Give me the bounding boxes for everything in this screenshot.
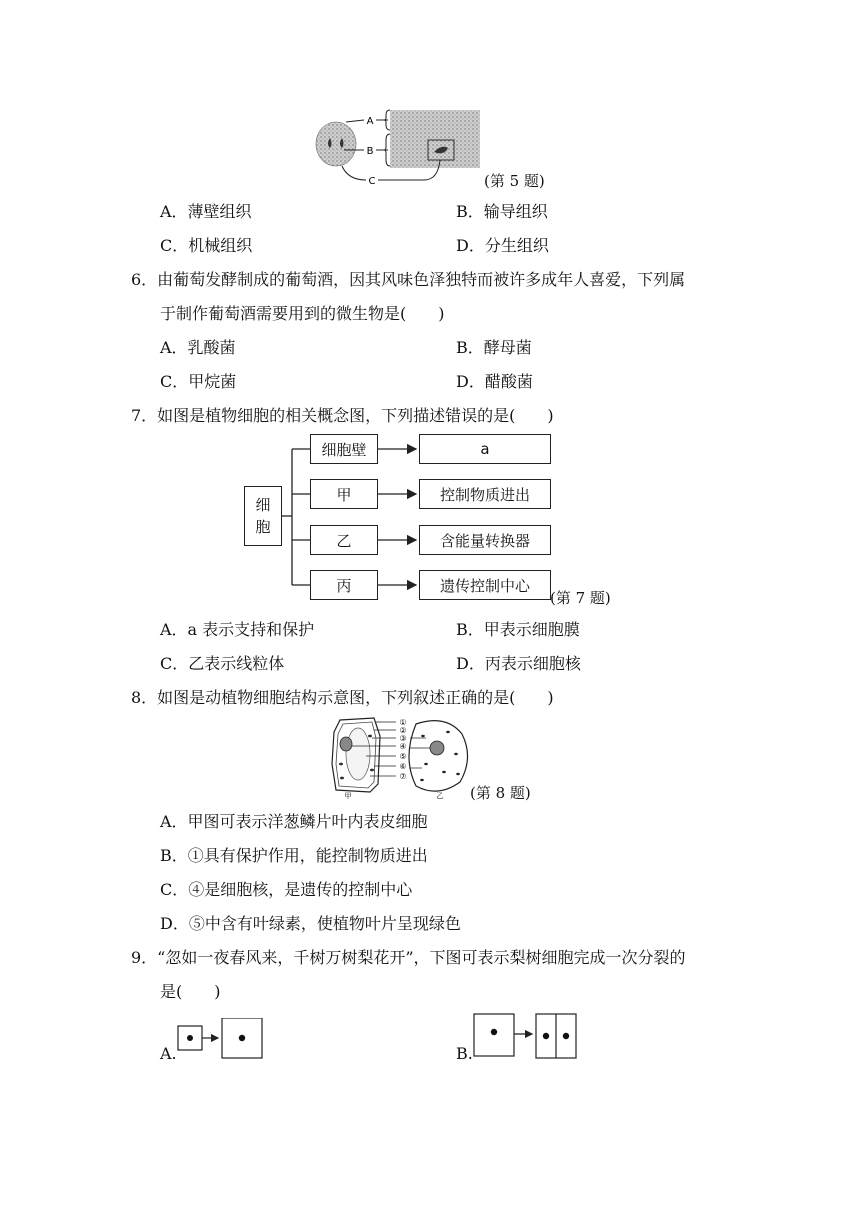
q9-stem-line1: 9．“忽如一夜春风来，千树万树梨花开”，下图可表示梨树细胞完成一次分裂的 [131, 948, 686, 967]
cell-label-6: ⑥ [399, 762, 407, 771]
plant-animal-cell-illustration [326, 714, 476, 800]
cell-label-4: ④ [399, 742, 407, 751]
q7-option-c[interactable]: C．乙表示线粒体 [160, 654, 285, 673]
q6-stem-line1: 6．由葡萄发酵制成的葡萄酒，因其风味色泽独特而被许多成年人喜爱，下列属 [131, 270, 686, 289]
q8-option-c[interactable]: C．④是细胞核，是遗传的控制中心 [160, 880, 413, 899]
label-c: C [368, 176, 376, 187]
cell-label-3: ③ [399, 734, 407, 743]
q6-option-d[interactable]: D．醋酸菌 [456, 372, 533, 391]
q9-option-a-label[interactable]: A. [160, 1044, 177, 1063]
cell-name-jia: 甲 [344, 792, 352, 800]
q5-caption: (第 5 题) [484, 172, 545, 190]
cell-label-2: ② [399, 726, 407, 735]
concept-function-control: 控制物质进出 [419, 479, 551, 509]
concept-function-genetic: 遗传控制中心 [419, 570, 551, 600]
concept-root-cell: 细 胞 [244, 486, 282, 546]
plant-tissue-illustration [312, 104, 482, 188]
q5-option-c[interactable]: C．机械组织 [160, 236, 253, 255]
q8-stem: 8．如图是动植物细胞结构示意图，下列叙述正确的是( ) [131, 688, 554, 707]
q7-concept-diagram [244, 434, 564, 604]
q6-option-a[interactable]: A．乳酸菌 [160, 338, 236, 357]
q9-option-b-label[interactable]: B. [456, 1044, 473, 1063]
concept-node-yi: 乙 [310, 525, 378, 555]
q9-stem-line2: 是( ) [160, 982, 221, 1001]
q7-caption: (第 7 题) [550, 589, 611, 607]
concept-node-cell-wall: 细胞壁 [310, 434, 378, 464]
q7-stem: 7．如图是植物细胞的相关概念图，下列描述错误的是( ) [131, 406, 554, 425]
cell-label-7: ⑦ [399, 772, 407, 781]
q8-option-d[interactable]: D．⑤中含有叶绿素，使植物叶片呈现绿色 [160, 914, 461, 933]
cell-name-yi: 乙 [436, 792, 444, 800]
q5-option-d[interactable]: D．分生组织 [456, 236, 549, 255]
cell-label-1: ① [399, 718, 407, 727]
q8-option-b[interactable]: B．①具有保护作用，能控制物质进出 [160, 846, 428, 865]
q5-option-a[interactable]: A．薄壁组织 [160, 202, 252, 221]
q8-option-a[interactable]: A．甲图可表示洋葱鳞片叶内表皮细胞 [160, 812, 428, 831]
cell-label-5: ⑤ [399, 752, 407, 761]
division-diagram-b [456, 1012, 586, 1064]
q5-figure [312, 104, 482, 188]
q6-option-b[interactable]: B．酵母菌 [456, 338, 532, 357]
label-b: B [366, 146, 374, 157]
concept-node-jia: 甲 [310, 479, 378, 509]
q7-option-b[interactable]: B．甲表示细胞膜 [456, 620, 580, 639]
q8-cell-figure [326, 714, 476, 800]
concept-function-a: a [419, 434, 551, 464]
label-a: A [366, 116, 374, 127]
q6-stem-line2: 于制作葡萄酒需要用到的微生物是( ) [160, 304, 445, 323]
concept-function-energy: 含能量转换器 [419, 525, 551, 555]
q5-option-b[interactable]: B．输导组织 [456, 202, 548, 221]
q7-option-a[interactable]: A．a 表示支持和保护 [160, 620, 315, 639]
q6-option-c[interactable]: C．甲烷菌 [160, 372, 237, 391]
q9-option-b-figure[interactable] [456, 1012, 586, 1064]
q7-option-d[interactable]: D．丙表示细胞核 [456, 654, 581, 673]
q8-caption: (第 8 题) [470, 784, 531, 802]
concept-node-bing: 丙 [310, 570, 378, 600]
